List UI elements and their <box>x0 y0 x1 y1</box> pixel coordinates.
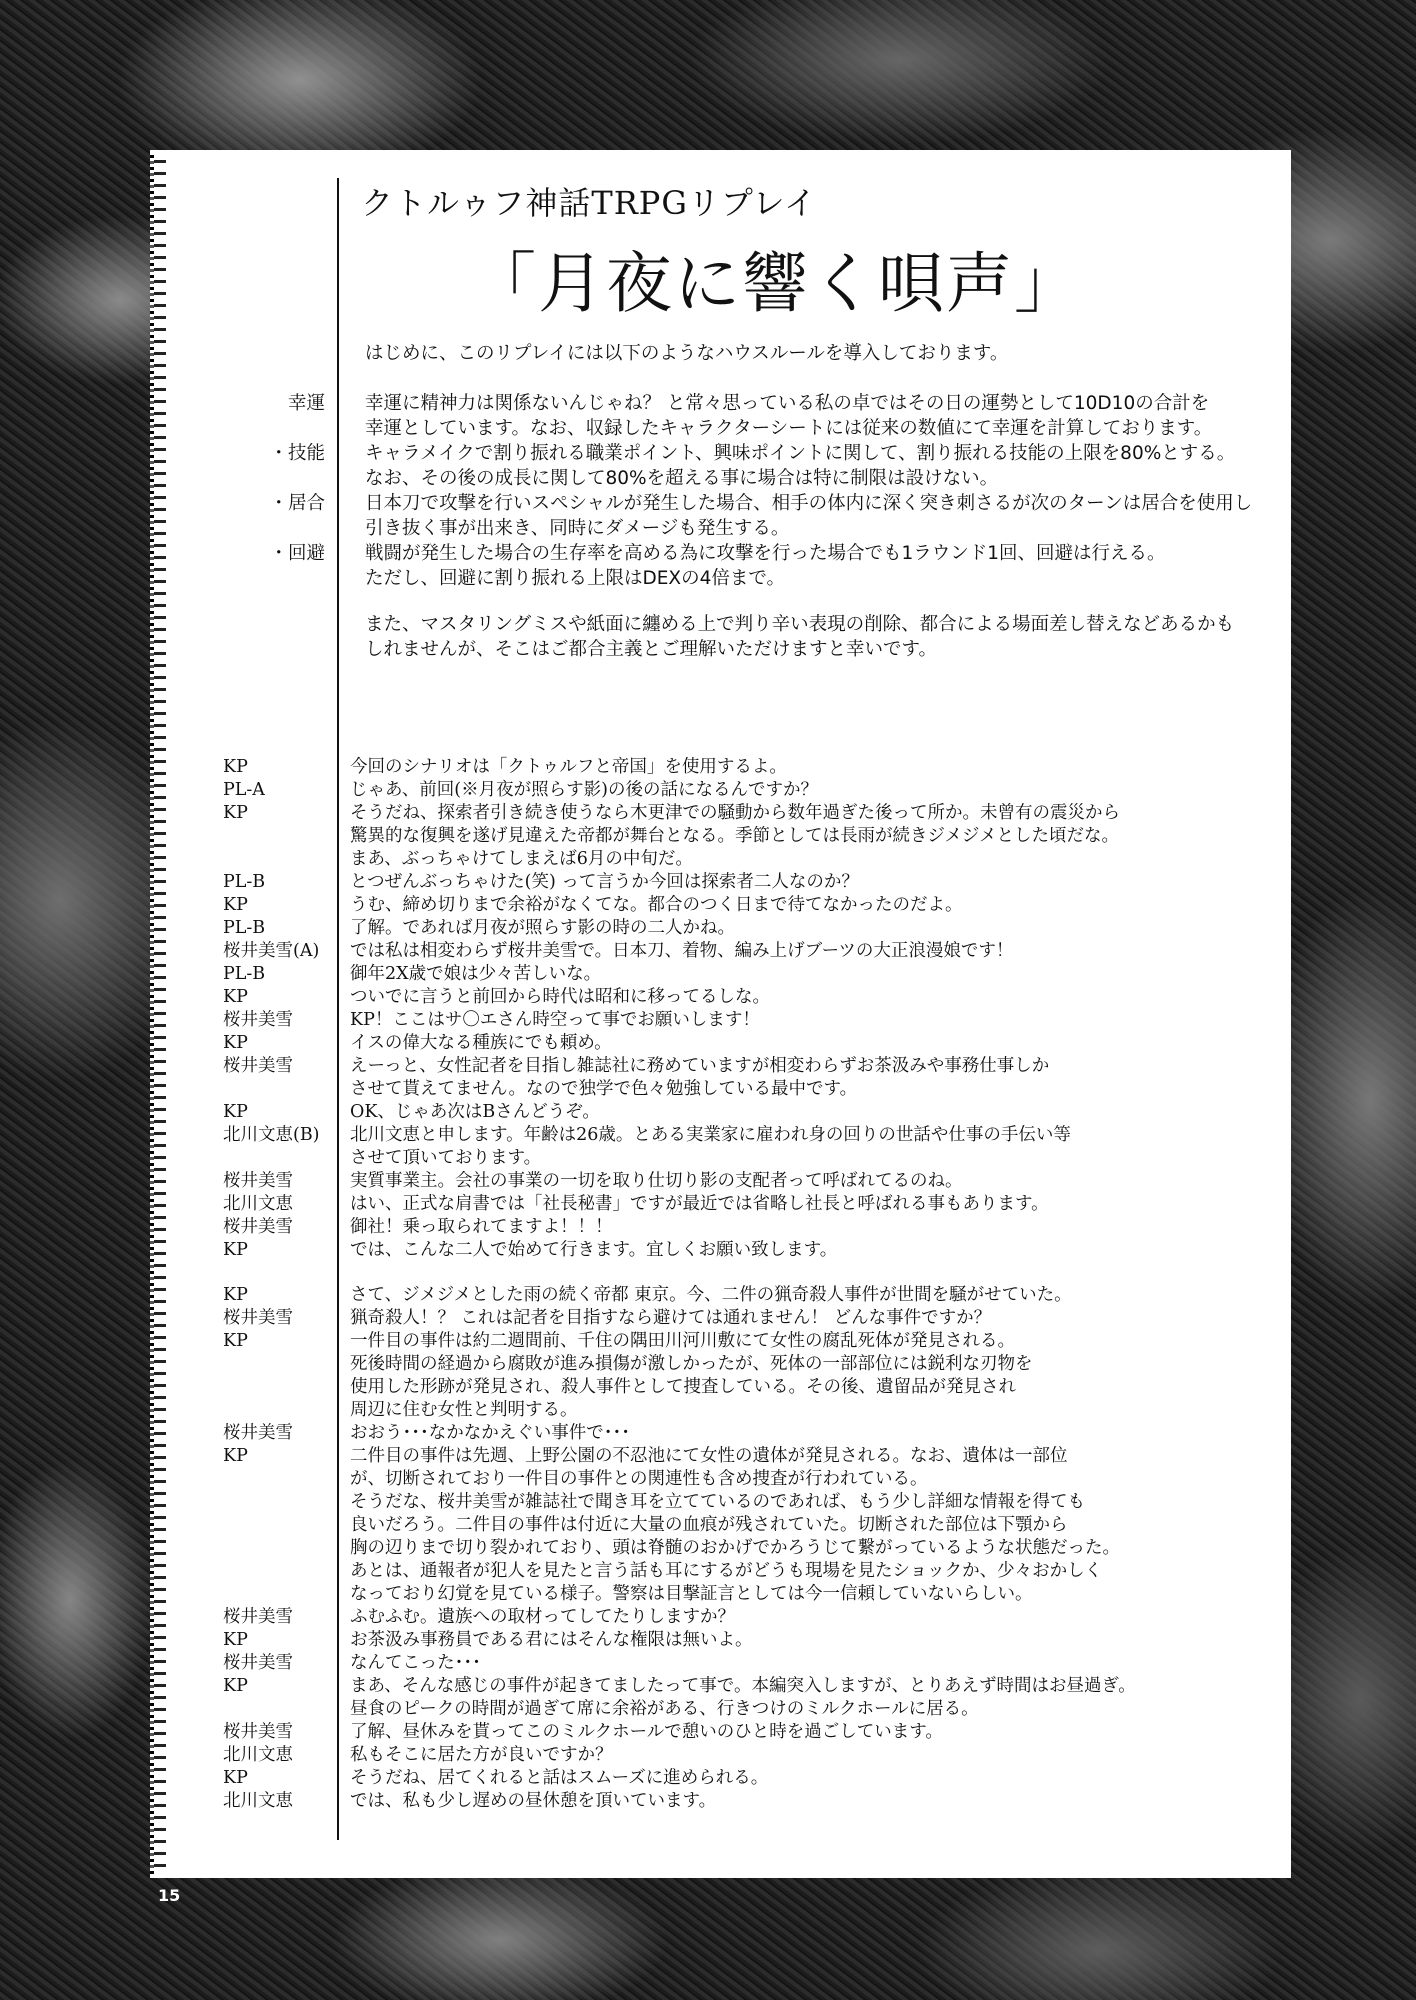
rule-row <box>230 416 1270 441</box>
dialogue-line <box>223 1193 1283 1216</box>
dialogue-line <box>223 1790 1283 1813</box>
dialogue-text: あとは、通報者が犯人を見たと言う話も耳にするがどうも現場を見たショックか、少々おかしく <box>350 1561 1103 1581</box>
dialogue-text: させて貰えてません。なので独学で色々勉強している最中です。 <box>350 1079 858 1099</box>
dialogue-text: 実質事業主。会社の事業の一切を取り仕切り影の支配者って呼ばれてるのね。 <box>350 1171 963 1191</box>
dialogue-line <box>223 1216 1283 1239</box>
speaker-name: 桜井美雪 <box>223 1217 293 1237</box>
dialogue-line <box>223 1767 1283 1790</box>
rule-text: 日本刀で攻撃を行いスペシャルが発生した場合、相手の体内に深く突き刺さるが次のターンは居合を使用し <box>365 493 1253 514</box>
dialogue-text: 了解、昼休みを貰ってこのミルクホールで憩いのひと時を過ごしています。 <box>350 1722 943 1742</box>
speaker-name <box>223 1078 350 1101</box>
dialogue-line <box>223 1445 1283 1468</box>
dialogue-line <box>223 1376 1283 1399</box>
dialogue-text: 驚異的な復興を遂げ見違えた帝都が舞台となる。季節としては長雨が続きジメジメとした頃だな。 <box>350 826 1119 846</box>
dialogue-line <box>223 1330 1283 1353</box>
dialogue-block-2 <box>223 1284 1283 1813</box>
dialogue-line <box>223 1675 1283 1698</box>
dialogue-line <box>223 1537 1283 1560</box>
rule-row <box>230 491 1270 516</box>
dialogue-text: まあ、そんな感じの事件が起きてましたって事で。本編突入しますが、とりあえず時間はお昼過ぎ。 <box>350 1676 1136 1696</box>
speaker-name <box>223 825 350 848</box>
dialogue-text: 私もそこに居た方が良いですか？ <box>350 1745 613 1765</box>
dialogue-text: 北川文恵と申します。年齢は26歳。とある実業家に雇われ身の回りの世話や仕事の手伝い等 <box>350 1125 1071 1145</box>
speaker-name <box>223 1468 350 1491</box>
speaker-name: 桜井美雪(A) <box>223 941 320 961</box>
dialogue-line <box>223 825 1283 848</box>
dialogue-line <box>223 1629 1283 1652</box>
dialogue-text: 良いだろう。二件目の事件は付近に大量の血痕が残されていた。切断された部位は下顎から <box>350 1515 1068 1535</box>
dialogue-text: 今回のシナリオは「クトゥルフと帝国」を使用するよ。 <box>350 757 787 777</box>
dialogue-text: まあ、ぶっちゃけてしまえば6月の中旬だ。 <box>350 849 693 869</box>
speaker-name: KP <box>223 803 248 823</box>
spiral-binding <box>150 155 166 1875</box>
dialogue-text: えーっと、女性記者を目指し雑誌社に務めていますが相変わらずお茶汲みや事務仕事しか <box>350 1056 1050 1076</box>
speaker-name: 北川文恵 <box>223 1194 293 1214</box>
speaker-name <box>223 1698 350 1721</box>
dialogue-line <box>223 1744 1283 1767</box>
dialogue-line <box>223 1170 1283 1193</box>
speaker-name <box>223 1491 350 1514</box>
speaker-name: 桜井美雪 <box>223 1308 293 1328</box>
dialogue-line <box>223 1055 1283 1078</box>
speaker-name <box>223 848 350 871</box>
dialogue-line <box>223 1514 1283 1537</box>
dialogue-text: 昼食のピークの時間が過ぎて席に余裕がある、行きつけのミルクホールに居る。 <box>350 1699 979 1719</box>
dialogue-line <box>223 1032 1283 1055</box>
dialogue-text: そうだね、探索者引き続き使うなら木更津での騒動から数年過ぎた後って所か。未曾有の震災から <box>350 803 1120 823</box>
speaker-name: KP <box>223 1676 248 1696</box>
dialogue-line <box>223 1560 1283 1583</box>
speaker-name: KP <box>223 1768 248 1788</box>
rule-label <box>230 516 365 541</box>
dialogue-text: 周辺に住む女性と判明する。 <box>350 1400 578 1420</box>
speaker-name: 桜井美雪 <box>223 1607 293 1627</box>
dialogue-text: 二件目の事件は先週、上野公園の不忍池にて女性の遺体が発見される。なお、遺体は一部位 <box>350 1446 1068 1466</box>
dialogue-line <box>223 1284 1283 1307</box>
dialogue-line <box>223 1239 1283 1262</box>
speaker-name: KP <box>223 1102 248 1122</box>
dialogue-text: おおう･･･なかなかえぐい事件で･･･ <box>350 1423 630 1443</box>
speaker-name: KP <box>223 1240 248 1260</box>
rule-row <box>230 391 1270 416</box>
dialogue-text: そうだね、居てくれると話はスムーズに進められる。 <box>350 1768 769 1788</box>
dialogue-line <box>223 1124 1283 1147</box>
dialogue-line <box>223 802 1283 825</box>
dialogue-line <box>223 1422 1283 1445</box>
page-title: 「月夜に響く唄声」 <box>470 245 1082 322</box>
speaker-name: PL-B <box>223 918 266 938</box>
dialogue-text: さて、ジメジメとした雨の続く帝都 東京。今、二件の猟奇殺人事件が世間を騒がせていた。 <box>350 1285 1072 1305</box>
speaker-name <box>223 1583 350 1606</box>
dialogue-line <box>223 848 1283 871</box>
rule-label: ・居合 <box>269 493 325 514</box>
dialogue-text: なんてこった･･･ <box>350 1653 481 1673</box>
speaker-name: PL-A <box>223 780 265 800</box>
rule-text: ただし、回避に割り振れる上限はDEXの4倍まで。 <box>365 568 786 589</box>
note-line: しれませんが、そこはご都合主義とご理解いただけますと幸いです。 <box>365 639 938 660</box>
dialogue-line <box>223 940 1283 963</box>
speaker-name: PL-B <box>223 872 266 892</box>
speaker-name <box>223 1147 350 1170</box>
rule-label <box>230 416 365 441</box>
house-rules <box>230 391 1270 591</box>
rule-row <box>230 466 1270 491</box>
dialogue-line <box>223 1652 1283 1675</box>
dialogue-text: 御年2X歳で娘は少々苦しいな。 <box>350 964 602 984</box>
rule-text: キャラメイクで割り振れる職業ポイント、興味ポイントに関して、割り振れる技能の上限を80%とする。 <box>365 443 1236 464</box>
dialogue-line <box>223 986 1283 1009</box>
rule-label: ・回避 <box>269 543 325 564</box>
speaker-name <box>223 1560 350 1583</box>
dialogue-text: KP！ここはサ〇エさん時空って事でお願いします！ <box>350 1010 760 1030</box>
speaker-name: 桜井美雪 <box>223 1010 293 1030</box>
rule-label: 幸運 <box>287 393 325 414</box>
dialogue-line <box>223 1147 1283 1170</box>
dialogue-line <box>223 1698 1283 1721</box>
rule-row <box>230 441 1270 466</box>
dialogue-text: なっており幻覚を見ている様子。警察は目撃証言としては今一信頼していないらしい。 <box>350 1584 1033 1604</box>
speaker-name: 北川文恵(B) <box>223 1125 320 1145</box>
speaker-name: 北川文恵 <box>223 1745 293 1765</box>
dialogue-line <box>223 963 1283 986</box>
dialogue-line <box>223 1353 1283 1376</box>
dialogue-text: うむ、締め切りまで余裕がなくてな。都合のつく日まで待てなかったのだよ。 <box>350 895 963 915</box>
dialogue-line <box>223 1468 1283 1491</box>
dialogue-text: 胸の辺りまで切り裂かれており、頭は脊髄のおかげでかろうじて繋がっているような状態だった。 <box>350 1538 1120 1558</box>
dialogue-text: 了解。であれば月夜が照らす影の時の二人かね。 <box>350 918 735 938</box>
speaker-name: KP <box>223 987 248 1007</box>
subtitle: クトルゥフ神話TRPGリプレイ <box>361 184 818 222</box>
rule-text: なお、その後の成長に関して80%を超える事に場合は特に制限は設けない。 <box>365 468 999 489</box>
speaker-name: PL-B <box>223 964 266 984</box>
note-line: また、マスタリングミスや紙面に纏める上で判り辛い表現の削除、都合による場面差し替えなどあるかも <box>365 614 1235 635</box>
disclaimer-note <box>365 612 1234 662</box>
rule-text: 戦闘が発生した場合の生存率を高める為に攻撃を行った場合でも1ラウンド1回、回避は行える。 <box>365 543 1166 564</box>
speaker-name: KP <box>223 1630 248 1650</box>
page-number: 15 <box>158 1886 181 1905</box>
dialogue-text: そうだな、桜井美雪が雑誌社で聞き耳を立てているのであれば、もう少し詳細な情報を得ても <box>350 1492 1085 1512</box>
dialogue-text: お茶汲み事務員である君にはそんな権限は無いよ。 <box>350 1630 753 1650</box>
dialogue-block-1 <box>223 756 1283 1262</box>
dialogue-text: 御社！乗っ取られてますよ！！！ <box>350 1217 613 1237</box>
speaker-name: KP <box>223 1033 248 1053</box>
dialogue-text: とつぜんぶっちゃけた(笑) って言うか今回は探索者二人なのか？ <box>350 872 859 892</box>
speaker-name <box>223 1537 350 1560</box>
dialogue-line <box>223 917 1283 940</box>
rule-label <box>230 566 365 591</box>
dialogue-line <box>223 1078 1283 1101</box>
dialogue-text: ふむふむ。遺族への取材ってしてたりしますか？ <box>350 1607 735 1627</box>
dialogue-text: 一件目の事件は約二週間前、千住の隅田川河川敷にて女性の腐乱死体が発見される。 <box>350 1331 1015 1351</box>
dialogue-line <box>223 1399 1283 1422</box>
dialogue-line <box>223 779 1283 802</box>
rule-row <box>230 566 1270 591</box>
speaker-name: KP <box>223 1285 248 1305</box>
speaker-name: 桜井美雪 <box>223 1056 293 1076</box>
dialogue-text: では私は相変わらず桜井美雪で。日本刀、着物、編み上げブーツの大正浪漫娘です！ <box>350 941 1014 961</box>
speaker-name: KP <box>223 895 248 915</box>
dialogue-text: が、切断されており一件目の事件との関連性も含め捜査が行われている。 <box>350 1469 928 1489</box>
dialogue-text: では、私も少し遅めの昼休憩を頂いています。 <box>350 1791 717 1811</box>
speaker-name: KP <box>223 757 248 777</box>
dialogue-line <box>223 1009 1283 1032</box>
dialogue-text: OK、じゃあ次はBさんどうぞ。 <box>350 1102 600 1122</box>
speaker-name <box>223 1353 350 1376</box>
intro-text: はじめに、このリプレイには以下のようなハウスルールを導入しております。 <box>365 343 1009 364</box>
speaker-name: 桜井美雪 <box>223 1653 293 1673</box>
dialogue-text: ついでに言うと前回から時代は昭和に移ってるしな。 <box>350 987 770 1007</box>
dialogue-line <box>223 1583 1283 1606</box>
speaker-name: 桜井美雪 <box>223 1722 293 1742</box>
rule-label: ・技能 <box>269 443 325 464</box>
dialogue-line <box>223 1101 1283 1124</box>
speaker-name <box>223 1376 350 1399</box>
speaker-name: 北川文恵 <box>223 1791 293 1811</box>
rule-label <box>230 466 365 491</box>
dialogue-text: イスの偉大なる種族にでも頼め。 <box>350 1033 612 1053</box>
dialogue-line <box>223 894 1283 917</box>
dialogue-line <box>223 1491 1283 1514</box>
dialogue-text: させて頂いております。 <box>350 1148 542 1168</box>
speaker-name <box>223 1399 350 1422</box>
rule-row <box>230 516 1270 541</box>
rule-text: 引き抜く事が出来き、同時にダメージも発生する。 <box>365 518 790 539</box>
speaker-name: 桜井美雪 <box>223 1423 293 1443</box>
dialogue-text: 死後時間の経過から腐敗が進み損傷が激しかったが、死体の一部部位には鋭利な刃物を <box>350 1354 1033 1374</box>
dialogue-text: はい、正式な肩書では「社長秘書」ですが最近では省略し社長と呼ばれる事もあります。 <box>350 1194 1049 1214</box>
dialogue-line <box>223 1307 1283 1330</box>
speaker-name: KP <box>223 1446 248 1466</box>
dialogue-line <box>223 756 1283 779</box>
dialogue-text: じゃあ、前回(※月夜が照らす影)の後の話になるんですか？ <box>350 780 818 800</box>
dialogue-text: では、こんな二人で始めて行きます。宜しくお願い致します。 <box>350 1240 838 1260</box>
speaker-name: KP <box>223 1331 248 1351</box>
dialogue-line <box>223 1606 1283 1629</box>
dialogue-text: 猟奇殺人！？ これは記者を目指すなら避けては通れません！ どんな事件ですか？ <box>350 1308 992 1328</box>
dialogue-text: 使用した形跡が発見され、殺人事件として捜査している。その後、遺留品が発見され <box>350 1377 1017 1397</box>
rule-row <box>230 541 1270 566</box>
speaker-name: 桜井美雪 <box>223 1171 293 1191</box>
speaker-name <box>223 1514 350 1537</box>
rule-text: 幸運としています。なお、収録したキャラクターシートには従来の数値にて幸運を計算しております。 <box>365 418 1213 439</box>
dialogue-line <box>223 1721 1283 1744</box>
dialogue-line <box>223 871 1283 894</box>
rule-text: 幸運に精神力は関係ないんじゃね？ と常々思っている私の卓ではその日の運勢として10D10の合計を <box>365 393 1210 414</box>
